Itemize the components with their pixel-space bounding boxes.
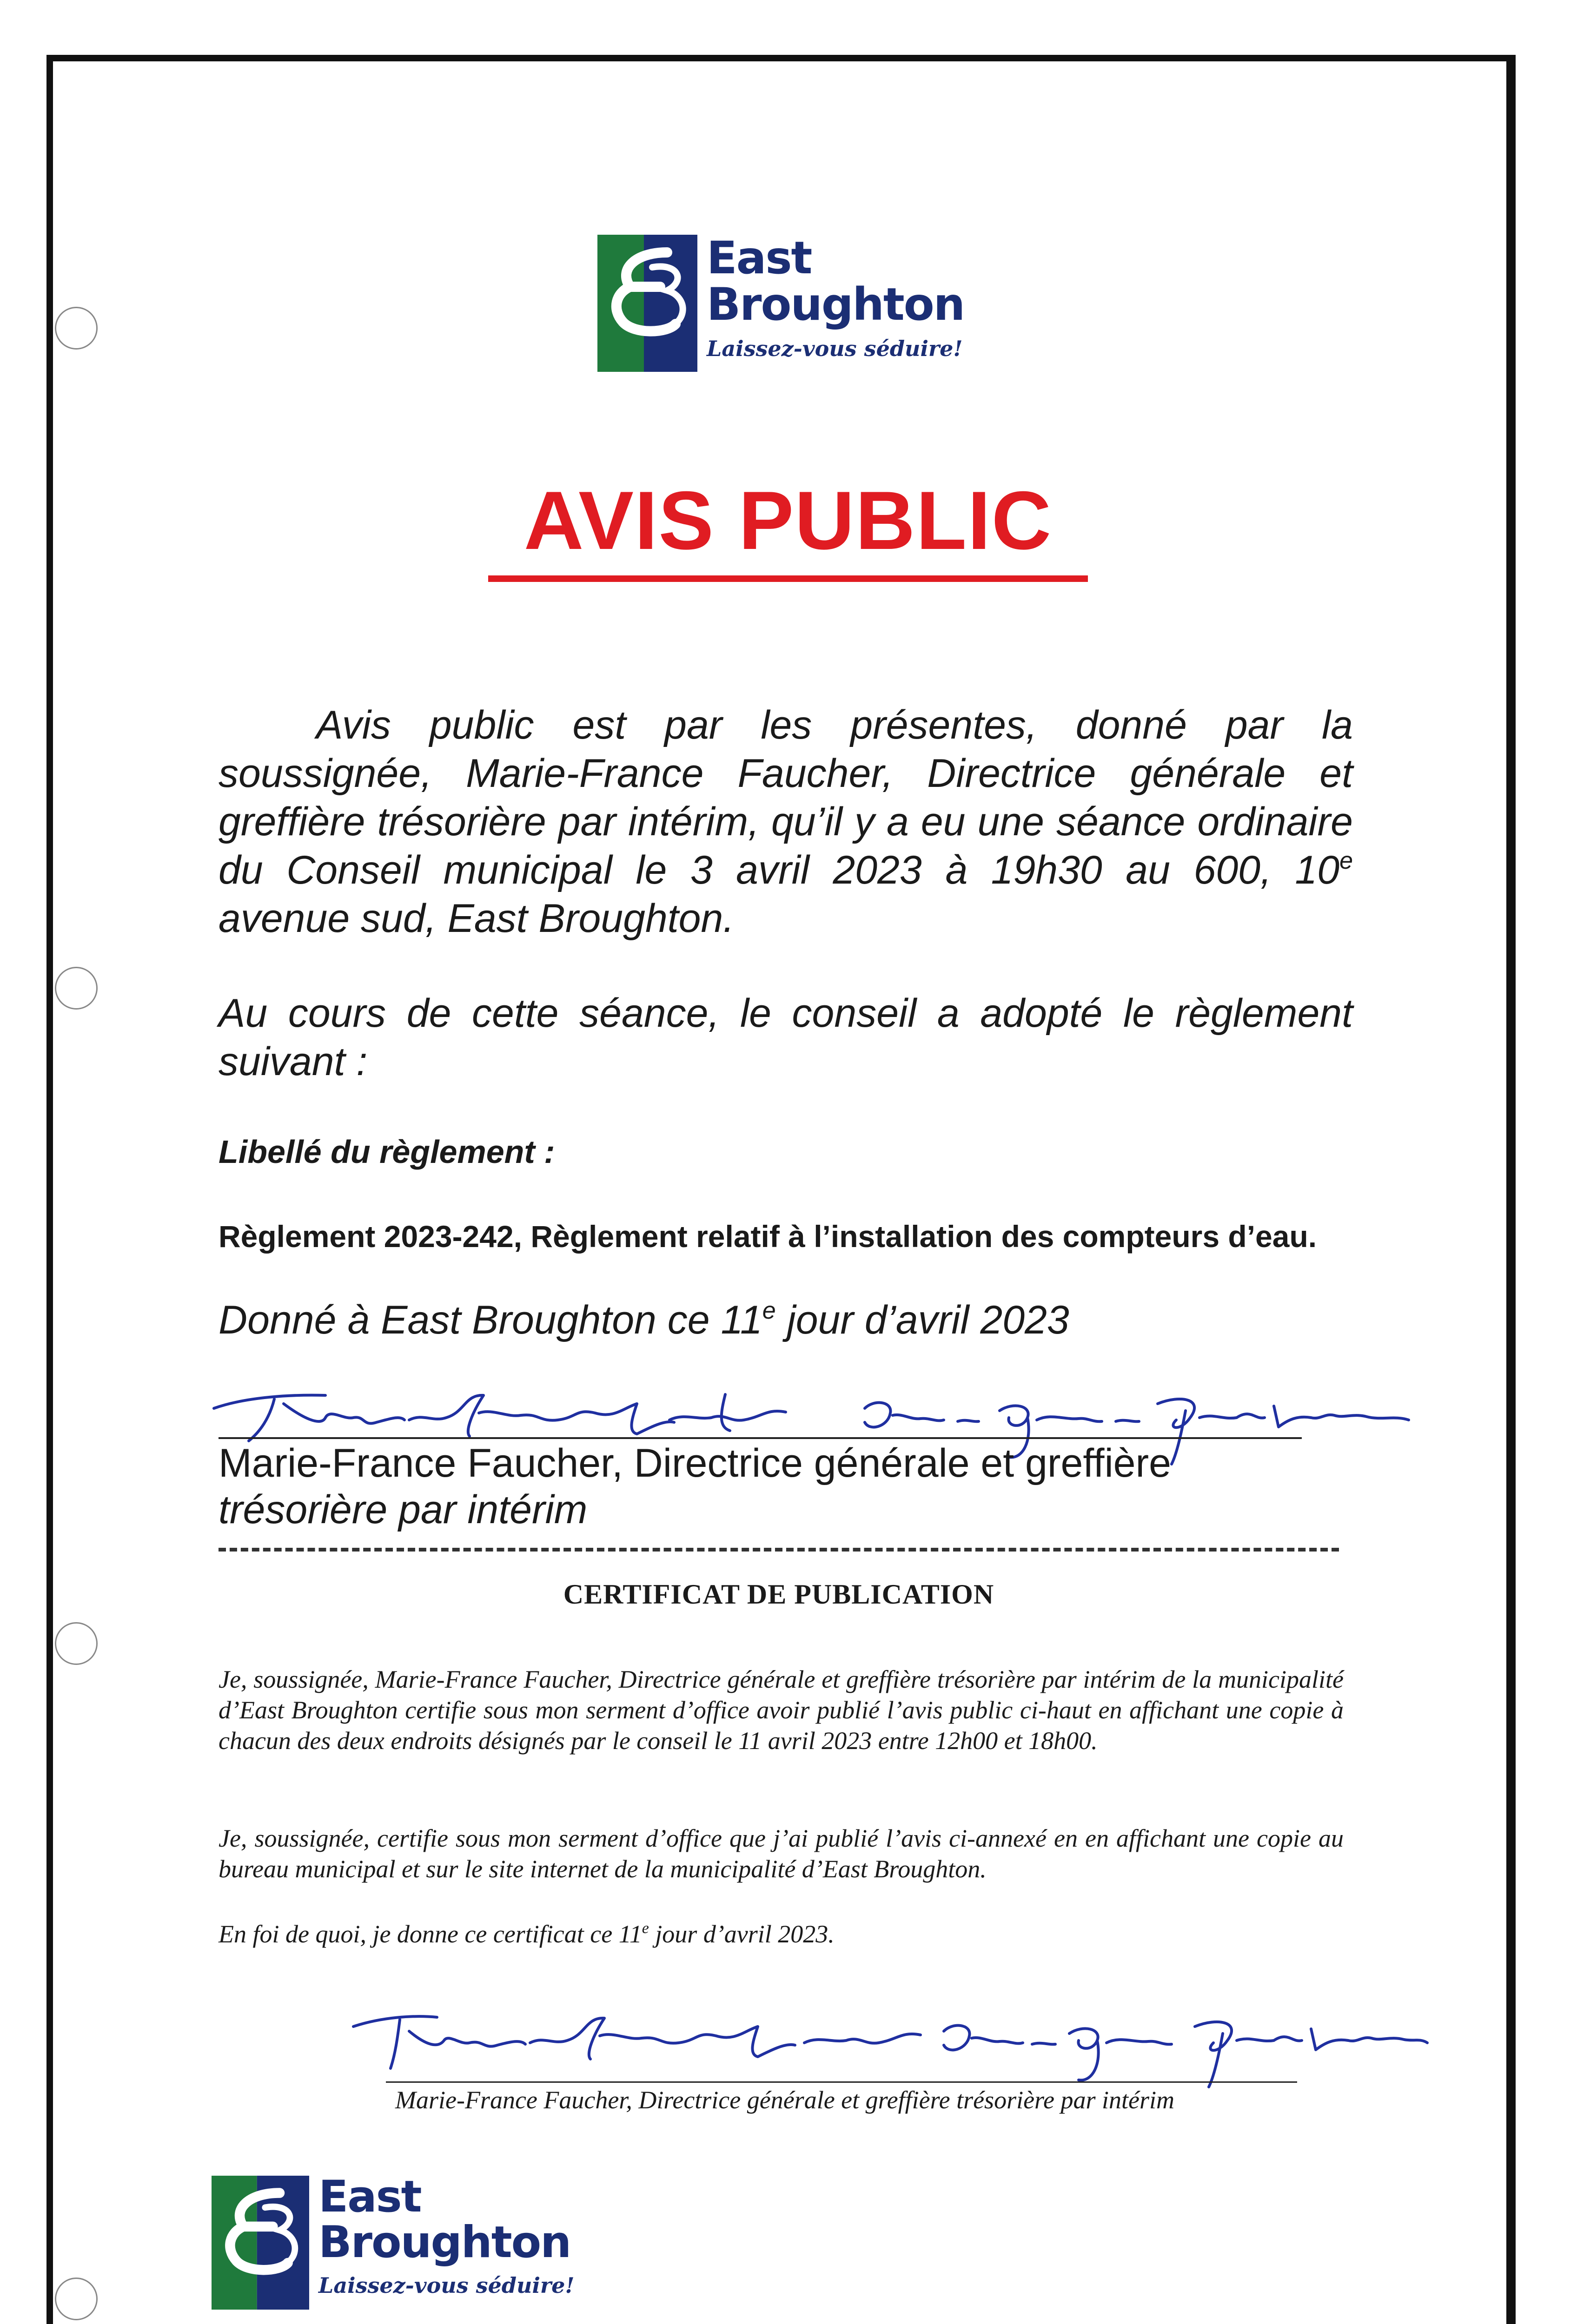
east-broughton-logo: [597, 232, 965, 372]
title-underline: [488, 575, 1088, 582]
certificate-paragraph-2: Je, soussignée, certifie sous mon serment d’office que j’ai publié l’avis ci-annexé en en affichant une copie au bureau municipal et sur le site internet de la municipalité d’East Broughton.: [219, 1824, 1344, 1883]
intro-paragraph: Avis public est par les présentes, donné par la soussignée, Marie-France Faucher, Directrice générale et greffière trésorière par intérim, qu’il y a eu une séance ordinaire du Conseil municipal le 3 avril 2023 à 19h30 au 600, 10e avenue sud, East Broughton.: [219, 703, 1353, 941]
brand-name-line2: Broughton: [318, 2217, 571, 2268]
brand-name-line2: Broughton: [707, 278, 965, 330]
signature-line: [219, 1437, 1302, 1439]
east-broughton-logo-footer: [212, 2172, 575, 2310]
brand-name-line1: East: [318, 2172, 421, 2222]
bylaw-title: Règlement 2023-242, Règlement relatif à l’installation des compteurs d’eau.: [219, 1219, 1317, 1254]
certificate-signature-image: [344, 1999, 1432, 2092]
punch-hole: [55, 307, 98, 350]
brand-tagline: Laissez-vous séduire!: [318, 2273, 575, 2298]
brand-tagline: Laissez-vous séduire!: [707, 336, 963, 361]
signatory-name: Marie-France Faucher, Directrice générale et greffière trésorière par intérim: [219, 1441, 1171, 1532]
brand-name-line1: East: [707, 232, 812, 284]
eb-logo-icon: [212, 2175, 309, 2310]
page-title: AVIS PUBLIC: [523, 474, 1053, 567]
certificate-signatory: Marie-France Faucher, Directrice générale et greffière trésorière par intérim: [395, 2086, 1175, 2114]
page-border: [46, 55, 1516, 2324]
certificate-signature-line: [386, 2081, 1297, 2083]
separator-dashes: [219, 1548, 1339, 1556]
certificate-paragraph-3: En foi de quoi, je donne ce certificat ce 11e jour d’avril 2023.: [219, 1920, 835, 1948]
punch-hole: [55, 2278, 98, 2320]
given-date: Donné à East Broughton ce 11e jour d’avril 2023: [219, 1297, 1069, 1342]
eb-logo-icon: [597, 235, 697, 372]
adoption-paragraph: Au cours de cette séance, le conseil a adopté le règlement suivant :: [219, 991, 1353, 1084]
punch-hole: [55, 967, 98, 1010]
certificate-paragraph-1: Je, soussignée, Marie-France Faucher, Directrice générale et greffière trésorière par intérim de la municipalité d’East Broughton certifie sous mon serment d’office avoir publié l’avis public ci-haut en affichant une copie à chacun des deux endroits désignés par le conseil le 11 avril 2023 entre 12h00 et 18h00.: [219, 1665, 1344, 1755]
bylaw-label: Libellé du règlement :: [219, 1134, 555, 1170]
punch-hole: [55, 1622, 98, 1665]
certificate-title: CERTIFICAT DE PUBLICATION: [563, 1579, 994, 1610]
